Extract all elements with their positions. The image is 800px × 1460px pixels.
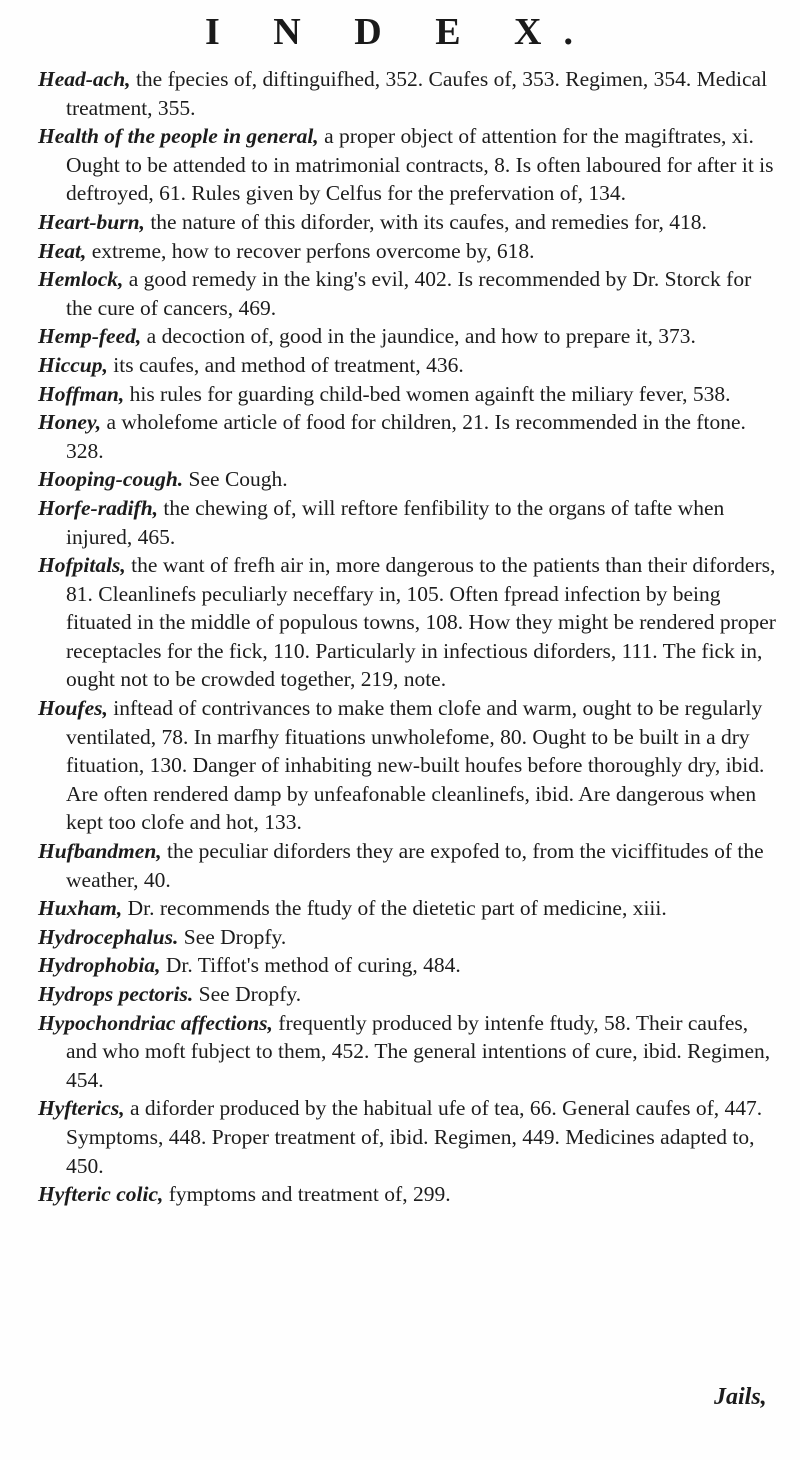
entry-heading: Huxham, [38,896,123,921]
entry-heading: Hiccup, [38,352,108,377]
entry-heading: Head-ach, [38,67,131,91]
index-entry [38,694,782,837]
entry-heading: Horfe-radifh, [38,495,159,520]
entry-text: fymptoms and treatment of, 299. [163,1182,451,1207]
index-entry [38,322,782,351]
index-entry [38,122,782,208]
index-entry [38,551,782,694]
index-entry [38,1009,782,1095]
index-entry [38,980,782,1009]
entry-heading: Hypochondriac affections, [38,1010,273,1035]
index-entry [38,237,782,266]
entry-heading: Hydrophobia, [38,953,161,978]
entry-text: the want of frefh air in, more dangerous to the patients than their diforders, 81. Cleanlinefs peculiarly neceffary in, 105. Often fpread infection by being fituated in the middle of populous towns, 108. How they might be rendered proper receptacles for the fick, 110. Particularly in infectious diforders, 111. The fick in, ought not to be crowded together, 219, note. [66,553,776,692]
entry-text: the nature of this diforder, with its caufes, and remedies for, 418. [144,209,707,234]
index-entries [38,65,782,1209]
entry-heading: Hemp-feed, [38,324,142,349]
entry-text: a good remedy in the king's evil, 402. Is recommended by Dr. Storck for the cure of cancers, 469. [66,267,752,320]
entry-text: frequently produced by intenfe ftudy, 58. Their caufes, and who moft fubject to them, 452. The general intentions of cure, ibid. Regimen, 454. [66,1010,771,1092]
entry-text: inftead of contrivances to make them clofe and warm, ought to be regularly ventilated, 78. In marfhy fituations unwholefome, 80. Ought to be built in a dry fituation, 130. Danger of inhabiting new-built houfes before thoroughly dry, ibid. Are often rendered damp by unfeafonable cleanlinefs, ibid. Are dangerous when kept too clofe and hot, 133. [66,696,765,835]
index-entry [38,65,782,122]
entry-heading: Health of the people in general, [38,124,319,149]
entry-text: Dr. recommends the ftudy of the dietetic part of medicine, xiii. [122,896,667,921]
entry-text: the chewing of, will reftore fenfibility to the organs of tafte when injured, 465. [66,495,725,549]
entry-heading: Heat, [38,238,87,263]
index-entry [38,465,782,494]
index-entry [38,408,782,465]
entry-text: extreme, how to recover perfons overcome by, 618. [86,238,535,263]
entry-heading: Hyfteric colic, [38,1182,164,1207]
entry-text: Dr. Tiffot's method of curing, 484. [160,953,461,978]
index-entry [38,265,782,322]
index-entry [38,1180,782,1209]
entry-heading: Heart-burn, [38,209,145,234]
entry-text: his rules for guarding child-bed women againft the miliary fever, 538. [124,381,731,406]
entry-text: a wholefome article of food for children, 21. Is recommended in the ftone. 328. [66,410,746,463]
entry-heading: Honey, [38,410,102,435]
entry-heading: Houfes, [38,696,108,721]
entry-text: See Cough. [183,467,288,492]
entry-heading: Hydrocephalus. [38,924,179,949]
index-entry [38,351,782,380]
index-entry [38,494,782,551]
index-entry [38,380,782,409]
index-entry [38,951,782,980]
index-entry [38,837,782,894]
entry-text: the peculiar diforders they are expofed to, from the viciffitudes of the weather, 40. [66,839,764,892]
entry-heading: Hydrops pectoris. [38,982,194,1006]
page-title: I N D E X. [205,11,595,53]
entry-text: a proper object of attention for the magiftrates, xi. Ought to be attended to in matrimonial contracts, 8. Is often laboured for after it is deftroyed, 61. Rules given by Celfus for the prefervation of, 134. [66,124,774,206]
entry-heading: Hooping-cough. [38,467,184,492]
entry-text: See Dropfy. [193,982,302,1006]
index-entry [38,208,782,237]
entry-heading: Hoffman, [38,381,125,406]
entry-heading: Hufbandmen, [38,839,162,864]
entry-text: its caufes, and method of treatment, 436. [107,352,464,377]
catchword: Jails, [714,1384,767,1410]
entry-text: the fpecies of, diftinguifhed, 352. Caufes of, 353. Regimen, 354. Medical treatment, 355. [66,67,768,120]
index-entry [38,1094,782,1180]
index-entry [38,923,782,952]
entry-heading: Hemlock, [38,267,124,292]
entry-text: a diforder produced by the habitual ufe of tea, 66. General caufes of, 447. Symptoms, 448. Proper treatment of, ibid. Regimen, 449. Medicines adapted to, 450. [66,1096,763,1178]
entry-text: a decoction of, good in the jaundice, and how to prepare it, 373. [141,324,696,349]
entry-text: See Dropfy. [178,924,287,949]
entry-heading: Hofpitals, [38,553,126,578]
entry-heading: Hyfterics, [38,1096,125,1121]
index-entry [38,894,782,923]
